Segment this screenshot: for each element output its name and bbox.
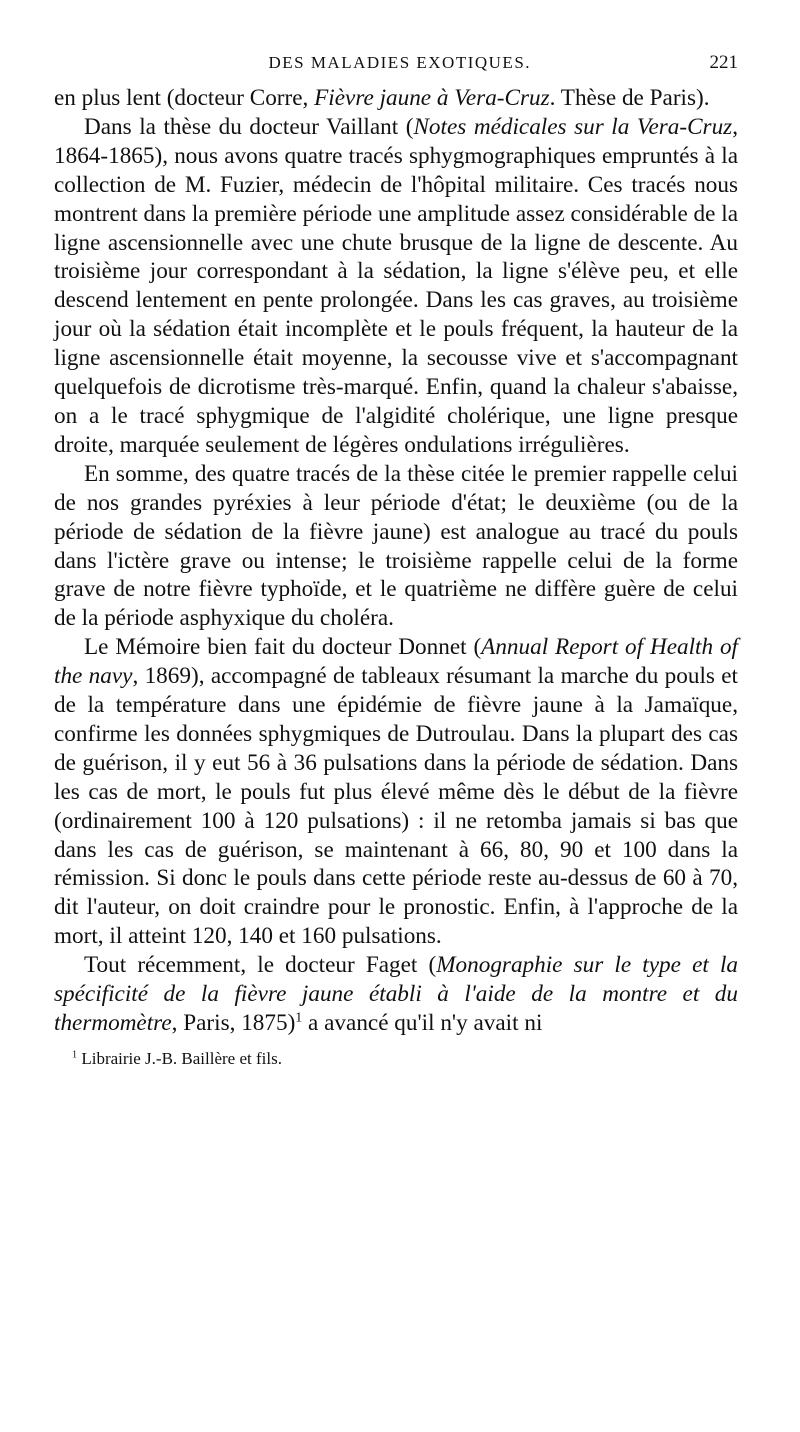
citation-title: Notes médicales sur la Vera-Cruz	[413, 113, 733, 140]
citation-title: Monographie sur le type et la spécificité de la fièvre jaune établi à l'aide de la montre et du thermomètre	[54, 952, 738, 1036]
footnote-number: 1	[72, 1049, 78, 1061]
footnote-mark: 1	[295, 1010, 303, 1026]
running-title: DES MALADIES EXOTIQUES.	[268, 53, 532, 72]
text-run: , 1864-1865), nous avons quatre tracés sphygmographiques empruntés à la collection de M. Fuzier, médecin de l'hôpital militaire. Ces tracés nous montrent dans la première période une amplitude assez considérable de la ligne ascensionnelle avec une chute brusque de la ligne de descente. Au troisième jour correspondant à la sédation, la ligne s'élève peu, et elle descend lentement en pente prolongée. Dans les cas graves, au troisième jour où la sédation était incomplète et le pouls fréquent, la hauteur de la ligne ascensionnelle était moyenne, la secousse vive et s'accompagnant quelquefois de dicrotisme très-marqué. Enfin, quand la chaleur s'abaisse, on a le tracé sphygmique de l'algidité cholérique, une ligne presque droite, marquée seulement de légères ondulations irrégulières.	[54, 113, 738, 458]
citation-title: Annual Report of Health of the navy	[54, 634, 738, 690]
text-run: Dans la thèse du docteur Vaillant (	[84, 113, 414, 140]
text-run: En somme, des quatre tracés de la thèse citée le premier rappelle celui de nos grandes pyréxies à leur période d'état; le deuxième (ou de la période de sédation de la fièvre jaune) est analogue au tracé du pouls dans l'ictère grave ou intense; le troisième rappelle celui de la forme grave de notre fièvre typhoïde, et le quatrième ne diffère guère de celui de la période asphyxique du choléra.	[54, 460, 738, 632]
paragraph-3	[54, 633, 738, 951]
text-run: , Paris, 1875)	[171, 1010, 296, 1036]
text-run: a avancé qu'il n'y avait ni	[302, 1010, 543, 1036]
running-head	[54, 52, 738, 74]
text-run: Tout récemment, le docteur Faget (	[84, 952, 437, 979]
text-run: en plus lent (docteur Corre,	[54, 85, 315, 111]
paragraph-1	[54, 113, 738, 460]
footnote	[54, 1048, 738, 1070]
body-text	[54, 84, 738, 1038]
book-page	[54, 52, 738, 1070]
page-number: 221	[709, 52, 738, 73]
paragraph-4	[54, 951, 738, 1038]
paragraph-2	[54, 460, 738, 633]
citation-title: Fièvre jaune à Vera-Cruz	[314, 85, 550, 111]
text-run: Le Mémoire bien fait du docteur Donnet (	[84, 634, 482, 661]
text-run: . Thèse de Paris).	[549, 85, 710, 111]
footnote-text: Librairie J.-B. Baillère et fils.	[77, 1048, 282, 1068]
text-run: , 1869), accompagné de tableaux résumant la marche du pouls et de la température dans une épidémie de fièvre jaune à la Jamaïque, confirme les données sphygmiques de Dutroulau. Dans la plupart des cas de guérison, il y eut 56 à 36 pulsations dans la période de sédation. Dans les cas de mort, le pouls fut plus élevé même dès le début de la fièvre (ordinairement 100 à 120 pulsations) : il ne retomba jamais si bas que dans les cas de guérison, se maintenant à 66, 80, 90 et 100 dans la rémission. Si donc le pouls dans cette période reste au-dessus de 60 à 70, dit l'auteur, on doit craindre pour le pronostic. Enfin, à l'approche de la mort, il atteint 120, 140 et 160 pulsations.	[54, 663, 738, 950]
paragraph-0	[54, 84, 738, 113]
